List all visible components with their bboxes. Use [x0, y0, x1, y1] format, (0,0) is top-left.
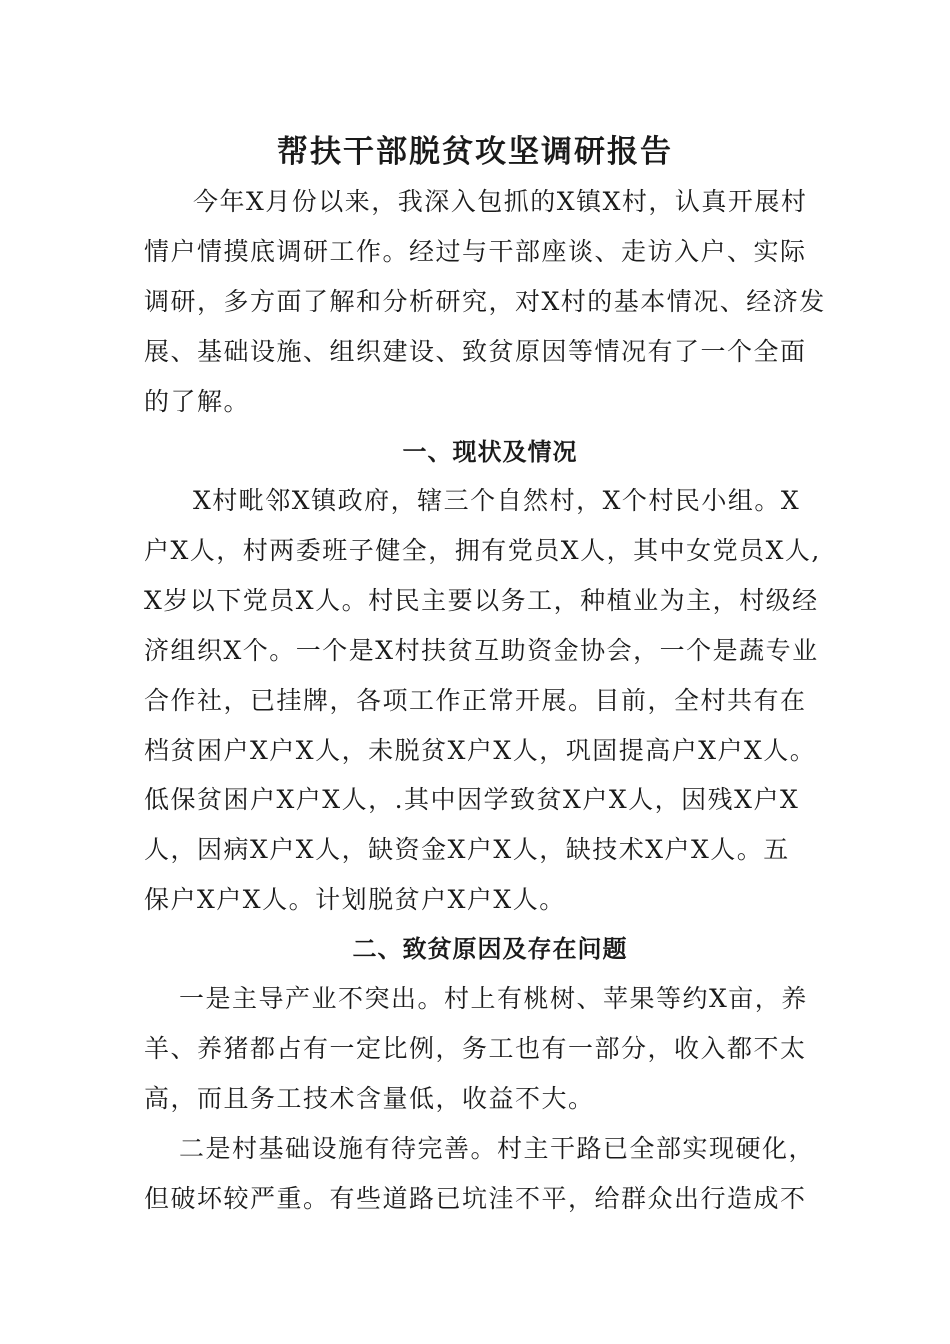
section2-line: 一是主导产业不突出。村上有桃树、苹果等约X亩，养 [179, 984, 808, 1013]
intro-line: 的了解。 [144, 387, 251, 416]
section1-line: 合作社，已挂牌，各项工作正常开展。目前，全村共有在 [144, 686, 807, 715]
section-heading-1: 一、现状及情况 [402, 437, 578, 466]
section1-line: 济组织X个。一个是X村扶贫互助资金协会，一个是蔬专业 [144, 636, 819, 665]
document-title: 帮扶干部脱贫攻坚调研报告 [277, 134, 673, 170]
intro-line: 情户情摸底调研工作。经过与干部座谈、走访入户、实际 [144, 237, 807, 266]
section1-line: 保户X户X人。计划脱贫户X户X人。 [144, 885, 566, 914]
section1-line: 低保贫困户X户X人，.其中因学致贫X户X人，因残X户X [144, 785, 800, 814]
section-heading-2: 二、致贫原因及存在问题 [352, 934, 628, 963]
intro-line: 调研，多方面了解和分析研究，对X村的基本情况、经济发 [144, 287, 826, 316]
section2-line: 羊、养猪都占有一定比例，务工也有一部分，收入都不太 [144, 1034, 807, 1063]
section1-line: 档贫困户X户X人，未脱贫X户X人，巩固提高户X户X人。 [144, 736, 817, 765]
section2-line: 但破坏较严重。有些道路已坑洼不平，给群众出行造成不 [144, 1184, 807, 1213]
section1-line: X岁以下党员X人。村民主要以务工，种植业为主，村级经 [144, 586, 819, 615]
section1-line: X村毗邻X镇政府，辖三个自然村，X个村民小组。X [193, 486, 801, 515]
section2-line: 高，而且务工技术含量低，收益不大。 [144, 1084, 595, 1113]
intro-line: 今年X月份以来，我深入包抓的X镇X村，认真开展村 [193, 187, 808, 216]
section1-line: 户X人，村两委班子健全，拥有党员X人，其中女党员X人, [144, 536, 821, 565]
intro-line: 展、基础设施、组织建设、致贫原因等情况有了一个全面 [144, 337, 807, 366]
section1-line: 人，因病X户X人，缺资金X户X人，缺技术X户X人。五 [144, 835, 790, 864]
section2-line: 二是村基础设施有待完善。村主干路已全部实现硬化， [179, 1134, 816, 1163]
